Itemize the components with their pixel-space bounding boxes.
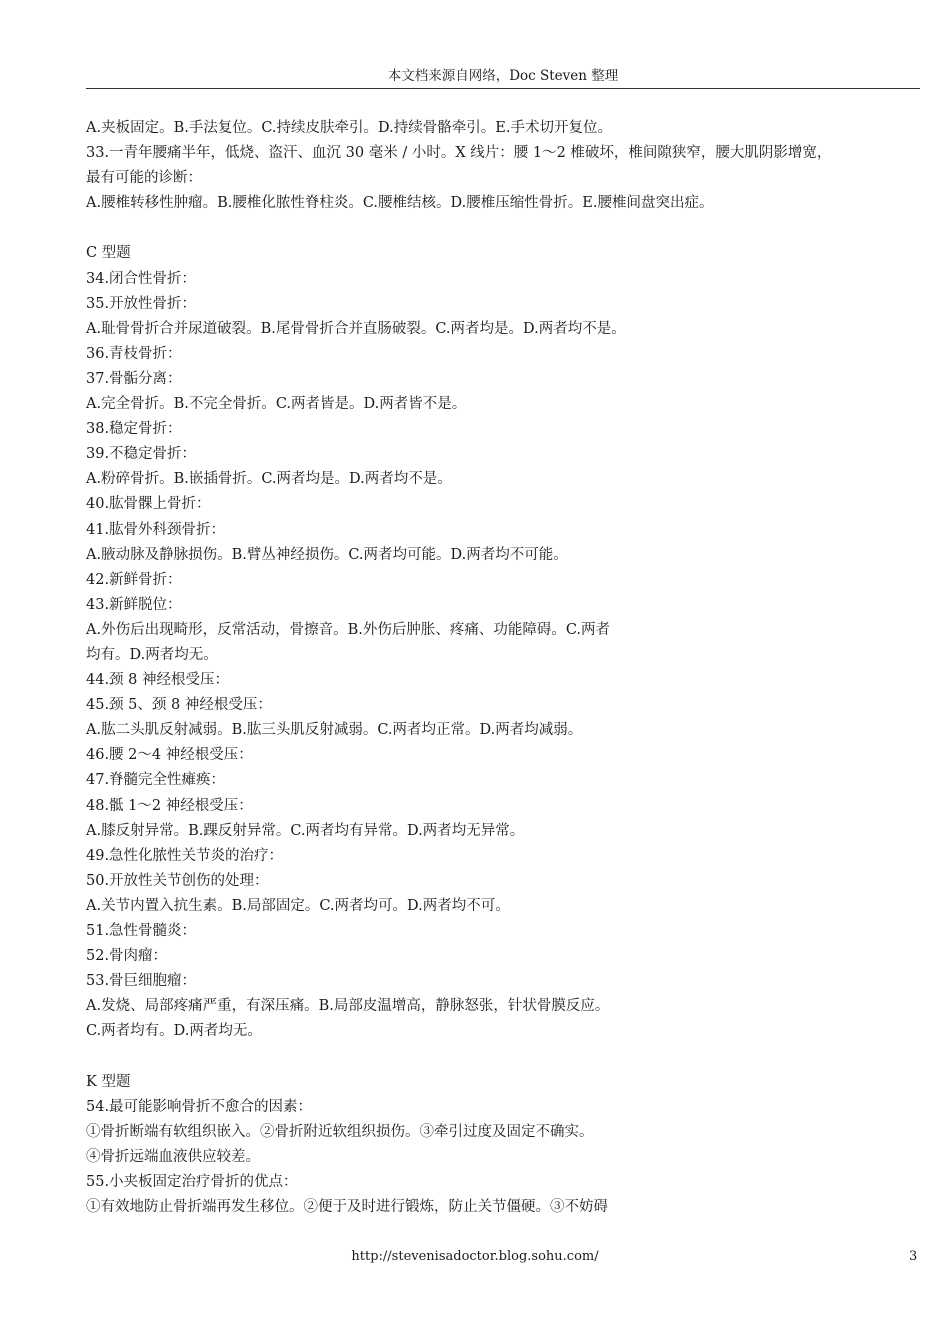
text-line: 36.青枝骨折： — [86, 345, 182, 362]
text-line: A.发烧、局部疼痛严重，有深压痛。B.局部皮温增高，静脉怒张，针状骨膜反应。 — [86, 998, 610, 1015]
text-line: A.完全骨折。B.不完全骨折。C.两者皆是。D.两者皆不是。 — [86, 396, 467, 413]
text-line: 46.腰 2～4 神经根受压： — [86, 747, 253, 764]
text-line: A.膝反射异常。B.踝反射异常。C.两者均有异常。D.两者均无异常。 — [86, 822, 525, 839]
text-line: 34.闭合性骨折： — [86, 270, 197, 287]
text-line: 35.开放性骨折： — [86, 295, 197, 312]
text-line: A.关节内置入抗生素。B.局部固定。C.两者均可。D.两者均不可。 — [86, 897, 510, 914]
text-line: ①骨折断端有软组织嵌入。②骨折附近软组织损伤。③牵引过度及固定不确实。 — [86, 1123, 594, 1140]
text-line: 52.骨肉瘤： — [86, 948, 168, 965]
blank-line — [86, 1044, 926, 1069]
text-line: 55.小夹板固定治疗骨折的优点： — [86, 1173, 298, 1190]
text-line: 53.骨巨细胞瘤： — [86, 973, 197, 990]
text-line: A.夹板固定。B.手法复位。C.持续皮肤牵引。D.持续骨骼牵引。E.手术切开复位。 — [86, 120, 612, 136]
text-line: C.两者均有。D.两者均无。 — [86, 1023, 262, 1040]
text-line: A.外伤后出现畸形，反常活动，骨擦音。B.外伤后肿胀、疼痛、功能障碍。C.两者 — [86, 621, 611, 638]
blank-line — [86, 216, 926, 241]
footer-url: http://stevenisadoctor.blog.sohu.com/ — [351, 1249, 599, 1264]
text-line: A.肱二头肌反射减弱。B.肱三头肌反射减弱。C.两者均正常。D.两者均减弱。 — [86, 722, 583, 739]
text-line: K 型题 — [86, 1073, 131, 1090]
text-line: 54.最可能影响骨折不愈合的因素： — [86, 1098, 313, 1115]
text-line: A.粉碎骨折。B.嵌插骨折。C.两者均是。D.两者均不是。 — [86, 471, 452, 488]
page-number: 3 — [909, 1249, 918, 1264]
text-line: 45.颈 5、颈 8 神经根受压： — [86, 697, 272, 714]
text-line: 42.新鲜骨折： — [86, 571, 182, 588]
text-line: 47.脊髓完全性瘫痪： — [86, 772, 226, 789]
text-line: 最有可能的诊断： — [86, 170, 202, 187]
text-line: ④骨折远端血液供应较差。 — [86, 1148, 260, 1165]
text-line: 48.骶 1～2 神经根受压： — [86, 797, 253, 814]
text-line: 43.新鲜脱位： — [86, 596, 182, 613]
text-line: A.腰椎转移性肿瘤。B.腰椎化脓性脊柱炎。C.腰椎结核。D.腰椎压缩性骨折。E.腰椎间盘突出症。 — [86, 195, 714, 212]
document-body — [86, 116, 926, 1220]
text-line: 50.开放性关节创伤的处理： — [86, 872, 269, 889]
text-line: ①有效地防止骨折端再发生移位。②便于及时进行锻炼，防止关节僵硬。③不妨碍 — [86, 1199, 608, 1216]
text-line: 均有。D.两者均无。 — [86, 646, 218, 663]
header-text: 本文档来源自网络，Doc Steven 整理 — [387, 68, 619, 84]
text-line: 37.骨骺分离： — [86, 370, 182, 387]
text-line: 39.不稳定骨折： — [86, 446, 197, 463]
text-line: A.耻骨骨折合并尿道破裂。B.尾骨骨折合并直肠破裂。C.两者均是。D.两者均不是。 — [86, 320, 626, 337]
text-line: 41.肱骨外科颈骨折： — [86, 521, 226, 538]
text-line: C 型题 — [86, 245, 131, 262]
page-header — [86, 66, 920, 89]
text-line: 49.急性化脓性关节炎的治疗： — [86, 847, 284, 864]
text-line: 38.稳定骨折： — [86, 421, 182, 438]
text-line: A.腋动脉及静脉损伤。B.臂丛神经损伤。C.两者均可能。D.两者均不可能。 — [86, 546, 568, 563]
text-line: 40.肱骨髁上骨折： — [86, 496, 211, 513]
text-line: 51.急性骨髓炎： — [86, 923, 197, 939]
text-line: 33.一青年腰痛半年，低烧、盗汗、血沉 30 毫米 / 小时。X 线片：腰 1～2 椎破坏，椎间隙狭窄，腰大肌阴影增宽， — [86, 145, 832, 162]
text-line: 44.颈 8 神经根受压： — [86, 672, 230, 689]
